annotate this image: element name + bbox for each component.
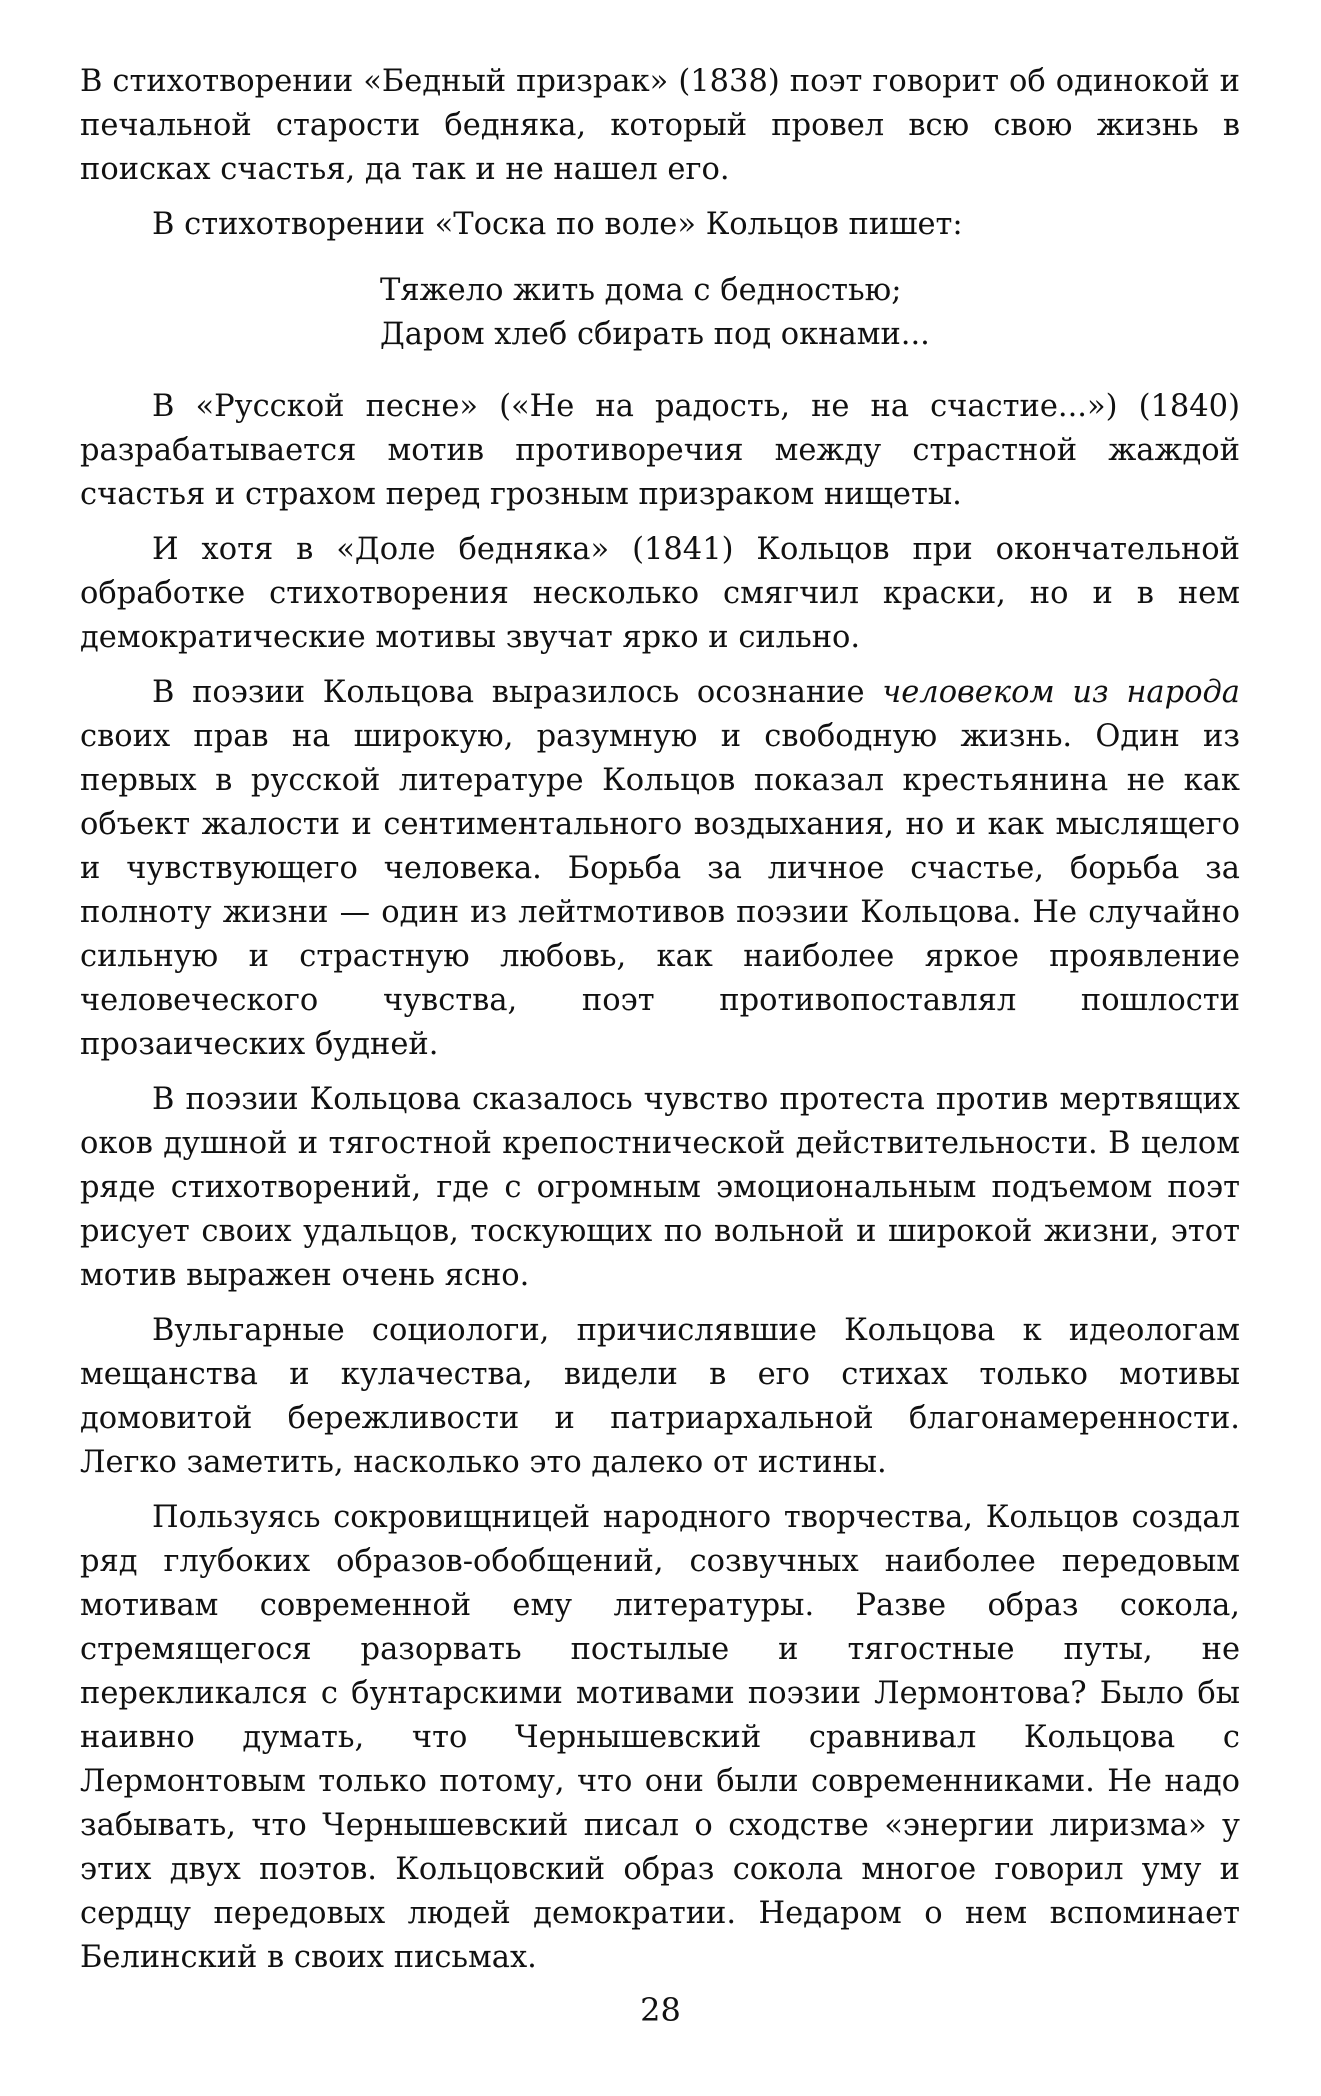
italic-emphasis: человеком из народа [882,675,1240,710]
paragraph-poor-mans-lot: И хотя в «Доле бедняка» (1841) Кольцов при окончательной обработке стихотворения несколько смягчил краски, но и в нем демократические мотивы звучат ярко и сильно. [80,532,1240,655]
paragraph-protest: В поэзии Кольцова сказалось чувство протеста против мертвящих оков душной и тягостной крепостнической действительности. В целом ряде стихотворений, где с огромным эмоциональным подъемом поэт рисует своих удальцов, тоскующих по вольной и широкой жизни, этот мотив выражен очень ясно. [80,1082,1240,1293]
paragraph-longing-for-freedom: В стихотворении «Тоска по воле» Кольцов пишет: [152,207,963,242]
verse-line: Тяжело жить дома с бедностью; [380,273,902,308]
text-run: В поэзии Кольцова выразилось осознание [152,675,883,710]
paragraph-poor-ghost: В стихотворении «Бедный призрак» (1838) поэт говорит об одинокой и печальной старости бедняка, который провел всю свою жизнь в поисках счастья, да так и не нашел его. [80,64,1240,187]
paragraph-russian-song: В «Русской песне» («Не на радость, не на счастие...») (1840) разрабатывается мотив противоречия между страстной жаждой счастья и страхом перед грозным призраком нищеты. [80,389,1240,512]
text-run: своих прав на широкую, разумную и свободную жизнь. Один из первых в русской литературе Кольцов показал крестьянина не как объект жалости и сентиментального воздыхания, но и как мыслящего и чувствующего человека. Борьба за личное счастье, борьба за полноту жизни — один из лейтмотивов поэзии Кольцова. Не случайно сильную и страстную любовь, как наиболее яркое проявление человеческого чувства, поэт противопоставлял пошлости прозаических будней. [80,719,1240,1062]
verse-quote [380,269,1240,357]
paragraph-vulgar-sociologists: Вульгарные социологи, причислявшие Кольцова к идеологам мещанства и кулачества, видели в его стихах только мотивы домовитой бережливости и патриархальной благонамеренности. Легко заметить, насколько это далеко от истины. [80,1313,1240,1480]
page-body [80,60,1240,1991]
paragraph-man-of-the-people [80,671,1240,1067]
page-number: 28 [640,1991,681,2029]
verse-line: Даром хлеб сбирать под окнами... [380,317,930,352]
paragraph-falcon-image: Пользуясь сокровищницей народного творчества, Кольцов создал ряд глубоких образов-обобщений, созвучных наиболее передовым мотивам современной ему литературы. Разве образ сокола, стремящегося разорвать постылые и тягостные путы, не перекликался с бунтарскими мотивами поэзии Лермонтова? Было бы наивно думать, что Чернышевский сравнивал Кольцова с Лермонтовым только потому, что они были современниками. Не надо забывать, что Чернышевский писал о сходстве «энергии лиризма» у этих двух поэтов. Кольцовский образ сокола многое говорил уму и сердцу передовых людей демократии. Недаром о нем вспоминает Белинский в своих письмах. [80,1500,1240,1975]
